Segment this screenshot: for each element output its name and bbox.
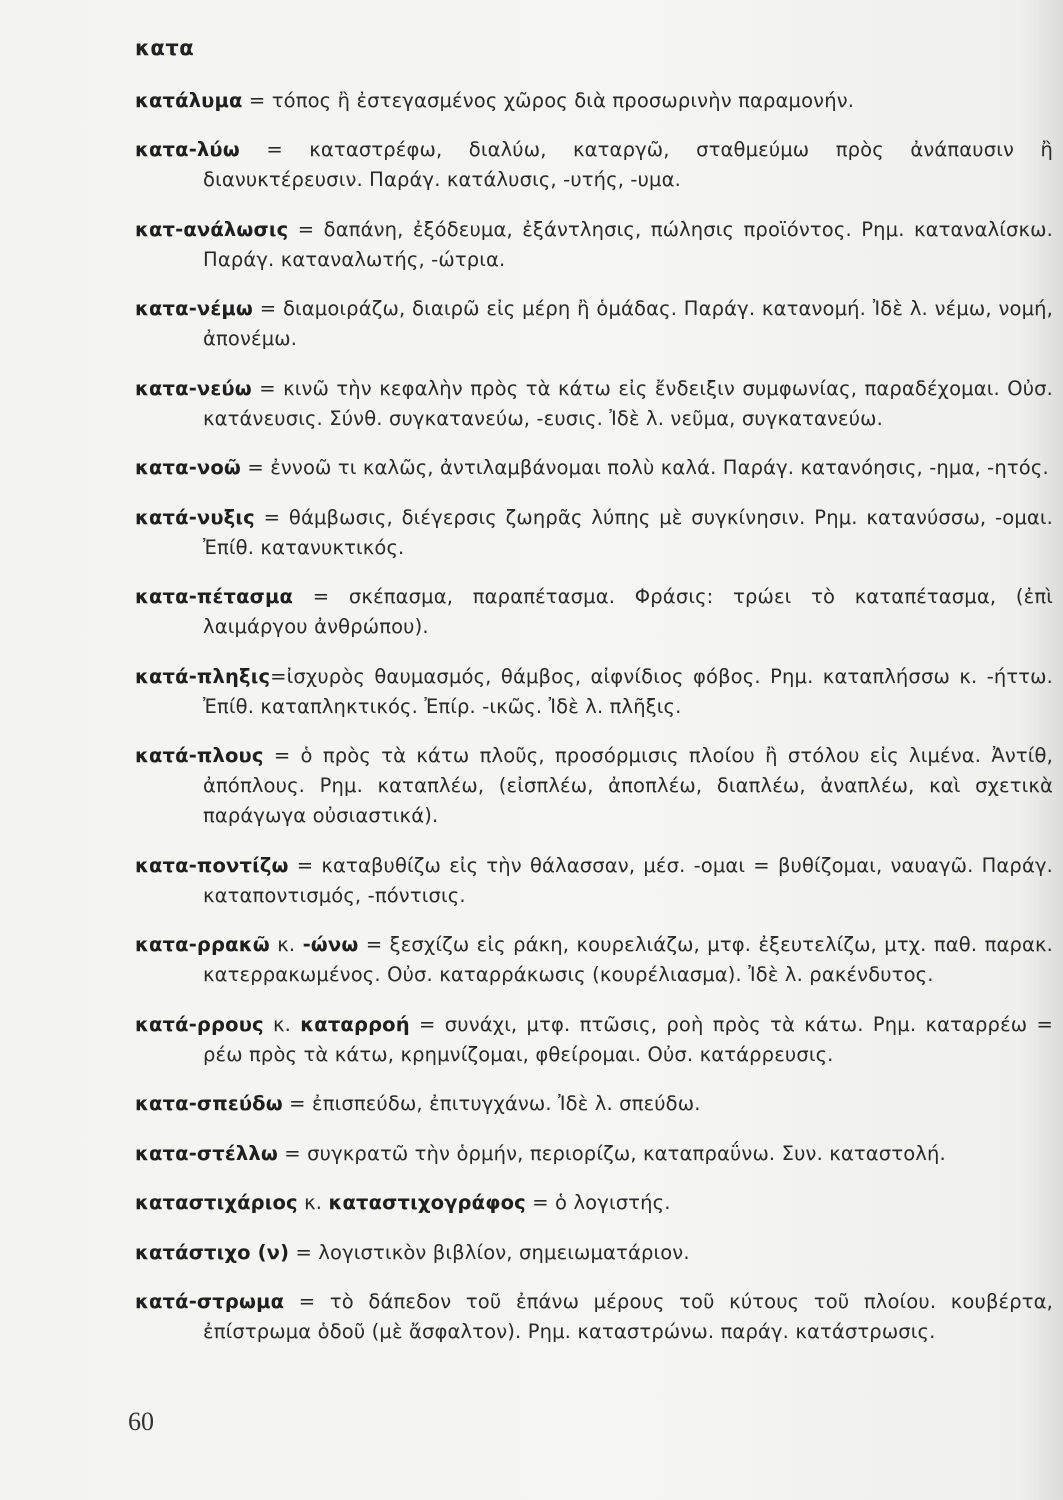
dictionary-entry	[135, 1287, 1053, 1347]
entry-definition: = σκέπασμα, παραπέτασμα. Φράσις: τρώει τὸ καταπέτασμα, (ἐπὶ λαιμάργου ἀνθρώπου).	[203, 585, 1053, 638]
entry-headword: κατά-νυξις	[135, 505, 255, 529]
entry-definition: = συγκρατῶ τὴν ὁρμήν, περιορίζω, καταπραΰνω. Συν. καταστολή.	[277, 1141, 946, 1165]
entry-headword: κατάστιχο (ν)	[135, 1240, 290, 1264]
dictionary-entry	[135, 930, 1053, 990]
dictionary-entry	[135, 215, 1053, 275]
dictionary-entry	[135, 1089, 1053, 1119]
dictionary-entry	[135, 1010, 1053, 1070]
entry-definition: = ὁ πρὸς τὰ κάτω πλοῦς, προσόρμισις πλοίου ἢ στόλου εἰς λιμένα. Ἀντίθ, ἀπόπλους. Ρημ. καταπλέω, (εἰσπλέω, ἀποπλέω, διαπλέω, ἀναπλέω, καὶ σχετικὰ παράγωγα οὐσιαστικά).	[203, 744, 1053, 827]
entry-headword: κατα-νοῶ	[135, 456, 242, 479]
dictionary-entry	[135, 1238, 1053, 1268]
entry-headword-variant: -ώνω	[302, 933, 359, 956]
entry-definition: = συνάχι, μτφ. πτῶσις, ροὴ πρὸς τὰ κάτω. Ρημ. καταρρέω = ρέω πρὸς τὰ κάτω, κρημνίζομαι, φθείρομαι. Οὐσ. κατάρρευσις.	[203, 1012, 1053, 1066]
entry-headword: κατα-νέμω	[135, 297, 253, 320]
entry-definition: = ὁ λογιστής.	[525, 1191, 671, 1214]
dictionary-entry	[135, 741, 1053, 831]
dictionary-entry	[135, 86, 1053, 116]
entry-definition: = τὸ δάπεδον τοῦ ἐπάνω μέρους τοῦ κύτους τοῦ πλοίου. κουβέρτα, ἐπίστρωμα ὁδοῦ (μὲ ἄσφαλτον). Ρημ. καταστρώνω. παράγ. κατάστρωσις.	[203, 1290, 1053, 1343]
entry-definition: = ἐννοῶ τι καλῶς, ἀντιλαμβάνομαι πολὺ καλά. Παράγ. κατανόησις, -ημα, -ητός.	[241, 456, 1049, 479]
entry-definition: = ξεσχίζω εἰς ράκη, κουρελιάζω, μτφ. ἐξευτελίζω, μτχ. παθ. παρακ. κατερρακωμένος. Οὐσ. καταρράκωσις (κουρέλιασμα). Ἰδὲ λ. ρακένδυτος.	[203, 933, 1053, 986]
entry-headword: κατα-νεύω	[135, 376, 252, 400]
dictionary-entry	[135, 582, 1053, 642]
dictionary-entry	[135, 662, 1053, 722]
entry-definition: = καταστρέφω, διαλύω, καταργῶ, σταθμεύμω πρὸς ἀνάπαυσιν ἢ διανυκτέρευσιν. Παράγ. κατάλυσις, -υτής, -υμα.	[203, 138, 1053, 191]
dictionary-entries	[135, 66, 1053, 1357]
entry-headword: κατά-πλους	[135, 744, 264, 767]
entry-definition: =ἰσχυρὸς θαυμασμός, θάμβος, αἰφνίδιος φόβος. Ρημ. καταπλήσσω κ. -ήττω. Ἐπίθ. καταπληκτικός. Ἐπίρ. -ικῶς. Ἰδὲ λ. πλῆξις.	[203, 664, 1053, 718]
dictionary-entry	[135, 294, 1053, 354]
entry-definition: = καταβυθίζω εἰς τὴν θάλασσαν, μέσ. -ομαι = βυθίζομαι, ναυαγῶ. Παράγ. καταποντισμός, -πόντισις.	[203, 853, 1053, 907]
entry-definition: = λογιστικὸν βιβλίον, σημειωματάριον.	[289, 1240, 690, 1264]
entry-headword: καταστιχάριος	[135, 1191, 298, 1214]
entry-headword: κατ-ανάλωσις	[135, 217, 289, 241]
entry-headword: κατα-ποντίζω	[135, 853, 289, 877]
dictionary-entry	[135, 374, 1053, 434]
dictionary-entry	[135, 1139, 1053, 1169]
entry-definition: = θάμβωσις, διέγερσις ζωηρᾶς λύπης μὲ συγκίνησιν. Ρημ. κατανύσσω, -ομαι. Ἐπίθ. κατανυκτικός.	[203, 505, 1053, 559]
dictionary-entry	[135, 135, 1053, 195]
entry-headword: κατα-ρρακῶ	[135, 933, 270, 956]
entry-headword-variant: καταστιχογράφος	[328, 1191, 526, 1214]
entry-headword: κατα-σπεύδω	[135, 1092, 283, 1115]
entry-headword: κατά-στρωμα	[135, 1290, 285, 1313]
entry-connector: κ.	[297, 1191, 329, 1214]
entry-headword: κατάλυμα	[135, 88, 243, 112]
page-header: κατα	[135, 36, 195, 60]
entry-connector: κ.	[269, 933, 303, 956]
dictionary-entry	[135, 453, 1053, 483]
entry-headword: κατα-στέλλω	[135, 1141, 278, 1165]
entry-connector: κ.	[263, 1012, 301, 1036]
dictionary-entry	[135, 503, 1053, 563]
dictionary-entry	[135, 1188, 1053, 1218]
entry-definition: = κινῶ τὴν κεφαλὴν πρὸς τὰ κάτω εἰς ἔνδειξιν συμφωνίας, παραδέχομαι. Οὐσ. κατάνευσις. Σύνθ. συγκατανεύω, -ευσις. Ἰδὲ λ. νεῦμα, συγκατανεύω.	[203, 376, 1053, 430]
dictionary-entry	[135, 851, 1053, 911]
entry-definition: = διαμοιράζω, διαιρῶ εἰς μέρη ἢ ὁμάδας. Παράγ. κατανομή. Ἰδὲ λ. νέμω, νομή, ἀπονέμω.	[203, 297, 1053, 350]
entry-definition: = τόπος ἢ ἐστεγασμένος χῶρος διὰ προσωρινὴν παραμονήν.	[242, 88, 855, 112]
entry-headword: κατα-πέτασμα	[135, 585, 294, 608]
entry-headword: κατα-λύω	[135, 138, 240, 161]
entry-headword-variant: καταρροή	[300, 1012, 410, 1036]
entry-headword: κατά-πληξις	[135, 664, 271, 688]
entry-headword: κατά-ρρους	[135, 1012, 264, 1036]
entry-definition: = δαπάνη, ἐξόδευμα, ἐξάντλησις, πώλησις προϊόντος. Ρημ. καταναλίσκω. Παράγ. καταναλωτής, -ώτρια.	[203, 217, 1053, 271]
entry-definition: = ἐπισπεύδω, ἐπιτυγχάνω. Ἰδὲ λ. σπεύδω.	[282, 1092, 701, 1115]
page-number: 60	[128, 1407, 154, 1436]
